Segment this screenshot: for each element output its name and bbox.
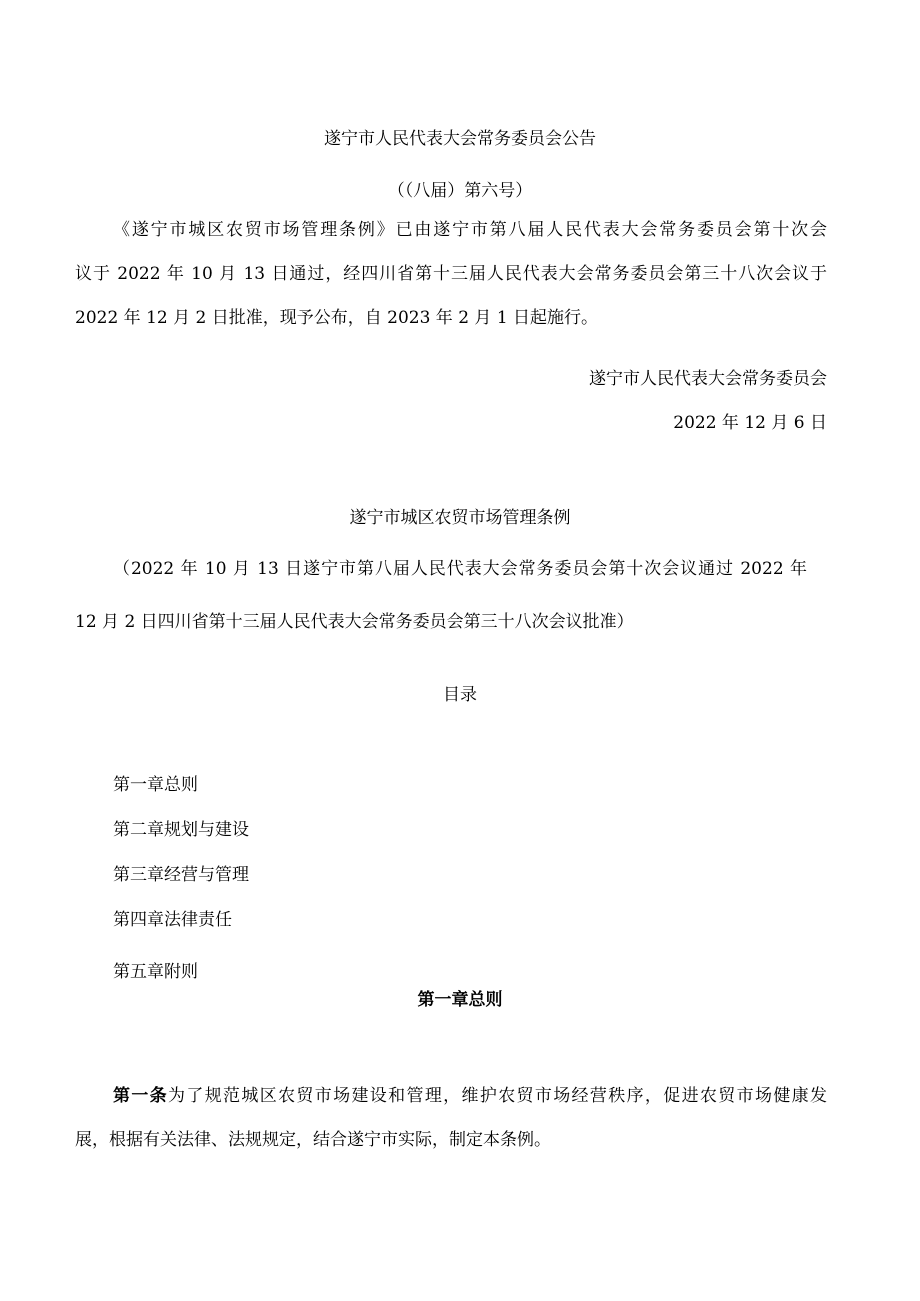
regulation-note-line: （2022 年 10 月 13 日遂宁市第八届人民代表大会常务委员会第十次会议通过 2022 年 (113, 559, 807, 579)
article1-text: 为了规范城区农贸市场建设和管理，维护农贸市场经营秩序，促进农贸市场健康发 (168, 1086, 828, 1106)
announcement-title: 遂宁市人民代表大会常务委员会公告 (324, 129, 596, 149)
toc-item: 第三章经营与管理 (113, 865, 249, 885)
announcement-paragraph-line: 议于 2022 年 10 月 13 日通过，经四川省第十三届人民代表大会常务委员会第三十八次会议于 (75, 264, 827, 284)
article1-line (113, 1084, 827, 1108)
regulation-title: 遂宁市城区农贸市场管理条例 (349, 508, 571, 528)
article1-label: 第一条 (113, 1086, 169, 1106)
toc-item: 第四章法律责任 (113, 910, 232, 930)
announcement-signature: 遂宁市人民代表大会常务委员会 (589, 369, 827, 389)
announcement-paragraph-line: 2022 年 12 月 2 日批准，现予公布，自 2023 年 2 月 1 日起施行。 (75, 308, 599, 328)
announcement-paragraph-line: 《遂宁市城区农贸市场管理条例》已由遂宁市第八届人民代表大会常务委员会第十次会 (113, 220, 827, 240)
toc-item: 第五章附则 (113, 962, 198, 982)
toc-item: 第二章规划与建设 (113, 820, 249, 840)
toc-heading: 目录 (443, 685, 477, 705)
regulation-note-line: 12 月 2 日四川省第十三届人民代表大会常务委员会第三十八次会议批准） (75, 612, 634, 632)
announcement-date: 2022 年 12 月 6 日 (673, 413, 827, 433)
toc-item: 第一章总则 (113, 775, 198, 795)
announcement-number: （（八届）第六号） (387, 181, 533, 201)
chapter1-heading: 第一章总则 (417, 990, 503, 1010)
article1-line: 展，根据有关法律、法规规定，结合遂宁市实际，制定本条例。 (75, 1130, 551, 1150)
